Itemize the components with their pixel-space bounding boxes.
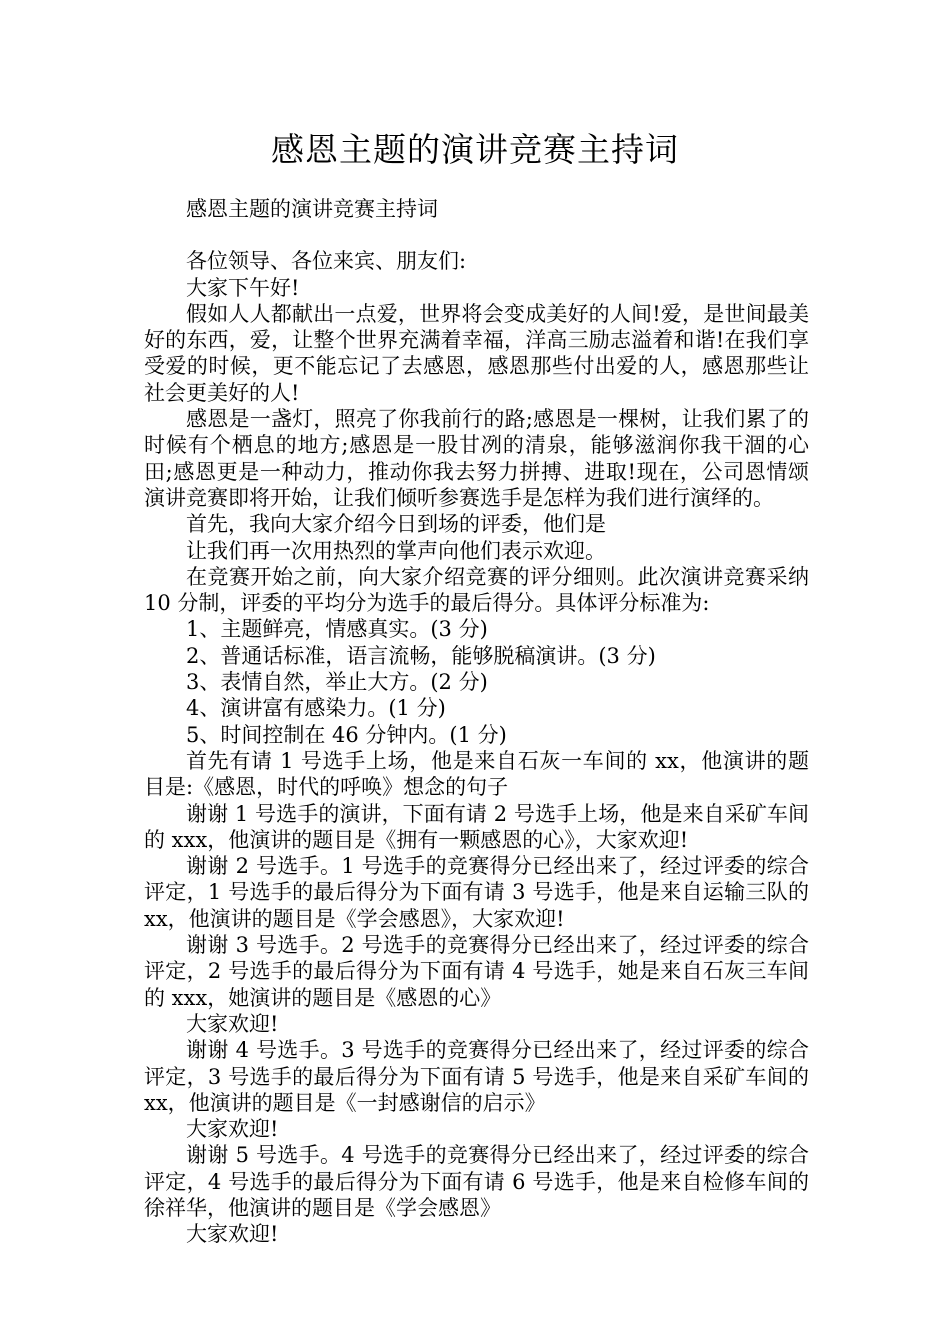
- paragraph-welcome-3: 大家欢迎!: [186, 1222, 279, 1247]
- paragraph-contestant-6: 谢谢 5 号选手。4 号选手的竞赛得分已经出来了，经过评委的综合评定，4 号选手的最后得分为下面有请 6 号选手，他是来自检修车间的徐祥华，他演讲的题目是《学会感恩》: [144, 1143, 809, 1220]
- paragraph-greeting: 各位领导、各位来宾、朋友们:: [186, 249, 467, 274]
- paragraph-criterion-2: 2、普通话标准，语言流畅，能够脱稿演讲。(3 分): [186, 643, 656, 668]
- document-body: [144, 196, 809, 1248]
- paragraph-contestant-2: 谢谢 1 号选手的演讲，下面有请 2 号选手上场，他是来自采矿车间的 xxx，他演讲的题目是《拥有一颗感恩的心》，大家欢迎!: [144, 801, 809, 852]
- paragraph-criterion-4: 4、演讲富有感染力。(1 分): [186, 696, 446, 721]
- paragraph-criterion-1: 1、主题鲜亮，情感真实。(3 分): [186, 617, 488, 642]
- paragraph-contestant-4: 谢谢 3 号选手。2 号选手的竞赛得分已经出来了，经过评委的综合评定，2 号选手的最后得分为下面有请 4 号选手，她是来自石灰三车间的 xxx，她演讲的题目是《感恩的心》: [144, 933, 809, 1010]
- paragraph-judges-intro: 首先，我向大家介绍今日到场的评委，他们是: [186, 512, 606, 537]
- paragraph-contestant-3: 谢谢 2 号选手。1 号选手的竞赛得分已经出来了，经过评委的综合评定，1 号选手的最后得分为下面有请 3 号选手，他是来自运输三队的 xx，他演讲的题目是《学会感恩》，大家欢迎!: [144, 854, 809, 931]
- paragraph-intro-love: 假如人人都献出一点爱，世界将会变成美好的人间!爱，是世间最美好的东西，爱，让整个世界充满着幸福，洋高三励志溢着和谐!在我们享受爱的时候，更不能忘记了去感恩，感恩那些付出爱的人，感恩那些让社会更美好的人!: [144, 301, 809, 405]
- paragraph-good-afternoon: 大家下午好!: [186, 275, 300, 300]
- paragraph-contestant-5: 谢谢 4 号选手。3 号选手的竞赛得分已经出来了，经过评委的综合评定，3 号选手的最后得分为下面有请 5 号选手，他是来自采矿车间的 xx，他演讲的题目是《一封感谢信的启示》: [144, 1038, 809, 1115]
- paragraph-welcome-1: 大家欢迎!: [186, 1011, 279, 1036]
- paragraph-applause: 让我们再一次用热烈的掌声向他们表示欢迎。: [186, 538, 606, 563]
- paragraph-contestant-1: 首先有请 1 号选手上场，他是来自石灰一车间的 xx，他演讲的题目是:《感恩，时代的呼唤》想念的句子: [144, 748, 809, 800]
- paragraph-welcome-2: 大家欢迎!: [186, 1117, 279, 1142]
- paragraph-criterion-5: 5、时间控制在 46 分钟内。(1 分): [186, 722, 507, 747]
- paragraph-criterion-3: 3、表情自然，举止大方。(2 分): [186, 670, 488, 695]
- paragraph-scoring-rules: 在竞赛开始之前，向大家介绍竞赛的评分细则。此次演讲竞赛采纳 10 分制，评委的平均分为选手的最后得分。具体评分标准为:: [144, 564, 809, 616]
- paragraph-gratitude: 感恩是一盏灯，照亮了你我前行的路;感恩是一棵树，让我们累了的时候有个栖息的地方;感恩是一股甘冽的清泉，能够滋润你我干涸的心田;感恩更是一种动力，推动你我去努力拼搏、进取!现在，公司恩情颂演讲竞赛即将开始，让我们倾听参赛选手是怎样为我们进行演绎的。: [144, 407, 809, 510]
- document-title: 感恩主题的演讲竞赛主持词: [271, 130, 679, 169]
- document-subtitle: 感恩主题的演讲竞赛主持词: [186, 197, 438, 221]
